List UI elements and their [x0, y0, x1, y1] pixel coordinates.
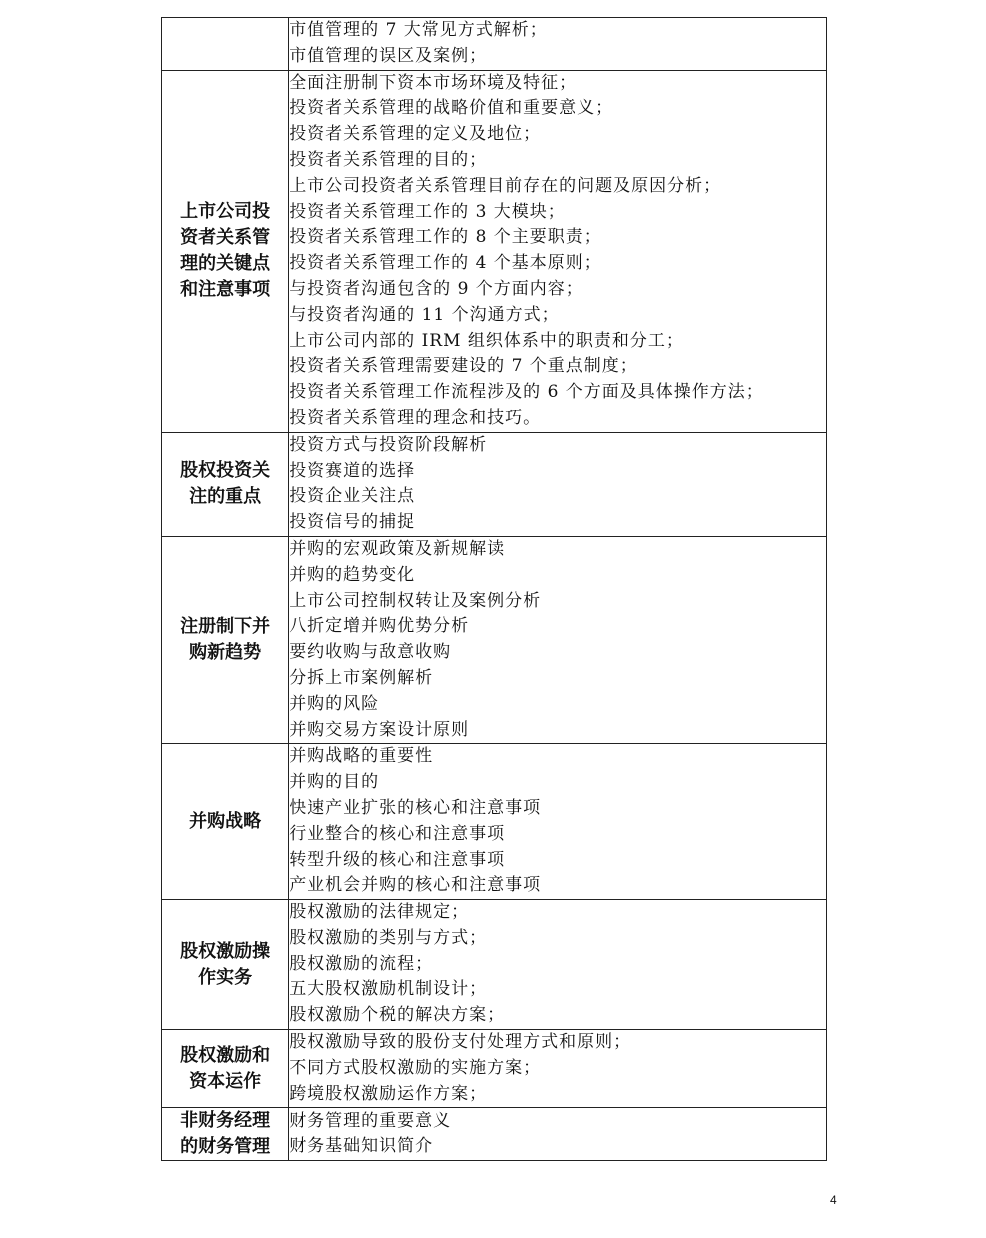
list-item: 财务基础知识简介: [289, 1136, 434, 1157]
list-item: 并购的宏观政策及新规解读: [289, 538, 506, 559]
list-item: 投资者关系管理的战略价值和重要意义；: [289, 98, 614, 119]
section-items: [289, 1108, 827, 1161]
section-title: 股权激励和 资本运作: [162, 1030, 289, 1108]
list-item: 投资者关系管理需要建设的 7 个重点制度；: [289, 356, 638, 377]
list-item: 股权激励的流程；: [289, 953, 434, 974]
list-item: 转型升级的核心和注意事项: [289, 849, 506, 870]
list-item: 上市公司控制权转让及案例分析: [289, 590, 542, 611]
list-item: 投资信号的捕捉: [289, 512, 416, 533]
list-item: 投资者关系管理的定义及地位；: [289, 124, 542, 145]
list-item: 跨境股权激励运作方案；: [289, 1083, 488, 1104]
section-items: [289, 18, 827, 71]
table-row: [162, 70, 827, 432]
table-body: [162, 18, 827, 1161]
table-row: [162, 536, 827, 743]
list-item: 投资方式与投资阶段解析: [289, 434, 488, 455]
list-item: 上市公司投资者关系管理目前存在的问题及原因分析；: [289, 175, 722, 196]
list-item: 快速产业扩张的核心和注意事项: [289, 797, 542, 818]
list-item: 与投资者沟通的 11 个沟通方式；: [289, 304, 560, 325]
table-row: [162, 18, 827, 71]
section-items: [289, 1030, 827, 1108]
table-row: [162, 432, 827, 536]
list-item: 与投资者沟通包含的 9 个方面内容；: [289, 278, 584, 299]
table-row: [162, 1030, 827, 1108]
table-row: [162, 744, 827, 900]
list-item: 投资者关系管理工作的 8 个主要职责；: [289, 227, 602, 248]
list-item: 投资者关系管理工作的 4 个基本原则；: [289, 253, 602, 274]
list-item: 股权激励个税的解决方案；: [289, 1005, 506, 1026]
section-title: 非财务经理 的财务管理: [162, 1108, 289, 1161]
table-row: [162, 1108, 827, 1161]
list-item: 并购交易方案设计原则: [289, 719, 470, 740]
list-item: 投资者关系管理的目的；: [289, 149, 488, 170]
list-item: 市值管理的误区及案例；: [289, 45, 488, 66]
section-title: 并购战略: [162, 744, 289, 900]
section-title: 股权投资关 注的重点: [162, 432, 289, 536]
list-item: 行业整合的核心和注意事项: [289, 823, 506, 844]
table-row: [162, 900, 827, 1030]
list-item: 不同方式股权激励的实施方案；: [289, 1057, 542, 1078]
list-item: 投资赛道的选择: [289, 460, 416, 481]
course-outline-table: [161, 17, 827, 1161]
list-item: 八折定增并购优势分析: [289, 616, 470, 637]
section-items: [289, 900, 827, 1030]
list-item: 并购的趋势变化: [289, 564, 416, 585]
list-item: 全面注册制下资本市场环境及特征；: [289, 72, 578, 93]
list-item: 股权激励的法律规定；: [289, 902, 470, 923]
section-items: [289, 70, 827, 432]
list-item: 上市公司内部的 IRM 组织体系中的职责和分工；: [289, 330, 684, 351]
list-item: 投资者关系管理的理念和技巧。: [289, 407, 542, 428]
list-item: 投资者关系管理工作的 3 大模块；: [289, 201, 566, 222]
page-number: 4: [830, 1193, 837, 1207]
list-item: 并购的目的: [289, 772, 380, 793]
section-title: 注册制下并 购新趋势: [162, 536, 289, 743]
list-item: 投资者关系管理工作流程涉及的 6 个方面及具体操作方法；: [289, 382, 764, 403]
list-item: 产业机会并购的核心和注意事项: [289, 875, 542, 896]
section-title: 上市公司投 资者关系管 理的关键点 和注意事项: [162, 70, 289, 432]
list-item: 分拆上市案例解析: [289, 667, 434, 688]
list-item: 五大股权激励机制设计；: [289, 979, 488, 1000]
list-item: 要约收购与敌意收购: [289, 642, 452, 663]
list-item: 市值管理的 7 大常见方式解析；: [289, 20, 548, 40]
list-item: 并购的风险: [289, 693, 380, 714]
list-item: 财务管理的重要意义: [289, 1110, 452, 1131]
list-item: 投资企业关注点: [289, 486, 416, 507]
list-item: 并购战略的重要性: [289, 746, 434, 767]
section-items: [289, 432, 827, 536]
list-item: 股权激励的类别与方式；: [289, 927, 488, 948]
section-items: [289, 536, 827, 743]
section-items: [289, 744, 827, 900]
section-title: [162, 18, 289, 71]
list-item: 股权激励导致的股份支付处理方式和原则；: [289, 1032, 632, 1053]
section-title: 股权激励操 作实务: [162, 900, 289, 1030]
